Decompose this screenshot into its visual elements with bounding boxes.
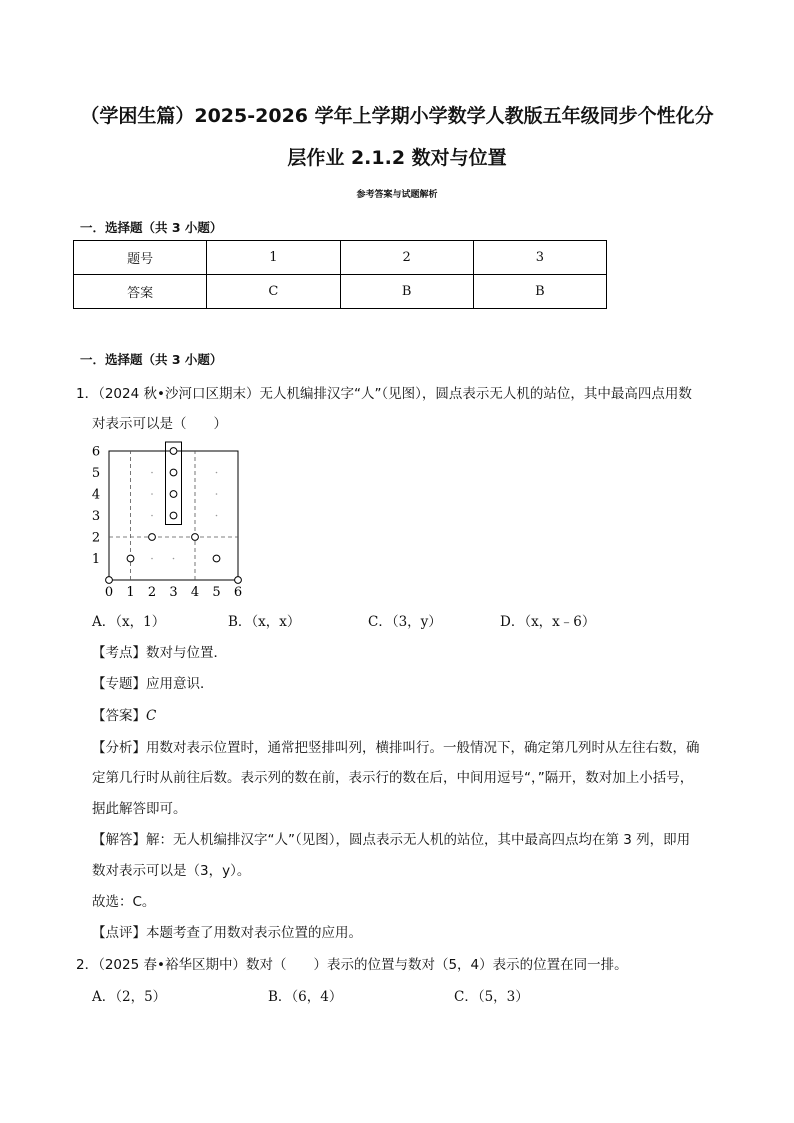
drone-point: [170, 448, 177, 455]
x-tick-label: 5: [212, 585, 221, 600]
y-tick-label: 4: [91, 487, 101, 503]
q2-option-a: A．（2，5）: [92, 989, 167, 1005]
zhuanti-tag: 【专题】: [92, 676, 146, 692]
drone-point: [235, 577, 242, 584]
drone-point: [170, 469, 177, 476]
q1-jieda-line1: [92, 828, 690, 848]
jieda-text: 解：无人机编排汉字“人”（见图），圆点表示无人机的站位，其中最高四点均在第 3 列，即用: [146, 832, 691, 848]
answer-table: [73, 240, 607, 309]
grid-faint-dot: [216, 515, 218, 517]
table-cell: B: [340, 275, 473, 309]
q1-kaodian: [92, 641, 227, 661]
q1-stem-line2: 对表示可以是（ ）: [92, 416, 227, 432]
q1-stem-line1: 1．（2024 秋•沙河口区期末）无人机编排汉字“人”（见图），圆点表示无人机的站位，其中最高四点用数: [76, 386, 692, 402]
q1-option-c: C．（3，y）: [368, 614, 442, 630]
table-cell: B: [473, 275, 606, 309]
q1-fenxi-line3: 据此解答即可。: [92, 801, 187, 817]
x-tick-label: 3: [169, 585, 178, 600]
y-tick-label: 1: [91, 552, 101, 567]
y-tick-label: 3: [91, 509, 101, 524]
q1-option-d: D．（x，x﹣6）: [500, 614, 596, 630]
zhuanti-text: 应用意识．: [146, 676, 214, 692]
grid-faint-dot: [151, 558, 153, 560]
grid-faint-dot: [151, 515, 153, 517]
table-header-cell: 题号: [74, 241, 207, 275]
x-tick-label: 0: [104, 585, 114, 600]
table-cell: 1: [207, 241, 340, 275]
jieda-tag: 【解答】: [92, 832, 146, 848]
table-row: [74, 241, 607, 275]
grid-faint-dot: [216, 493, 218, 495]
table-cell: C: [207, 275, 340, 309]
grid-faint-dot: [173, 558, 175, 560]
grid-faint-dot: [216, 472, 218, 474]
kaodian-text: 数对与位置．: [146, 645, 227, 661]
dianping-tag: 【点评】: [92, 925, 146, 941]
drone-point: [192, 534, 199, 541]
y-tick-label: 2: [91, 530, 101, 546]
fenxi-tag: 【分析】: [92, 740, 146, 756]
daan-tag: 【答案】: [92, 708, 146, 724]
detail-section-heading: 一．选择题（共 3 小题）: [80, 352, 223, 367]
x-tick-label: 4: [190, 585, 200, 600]
x-tick-label: 6: [233, 585, 243, 600]
drone-point: [149, 534, 156, 541]
y-tick-label: 5: [91, 466, 101, 481]
page-subtitle: 参考答案与试题解析: [356, 190, 438, 200]
y-tick-label: 6: [91, 444, 101, 460]
kaodian-tag: 【考点】: [92, 645, 146, 661]
drone-point: [127, 555, 134, 562]
q1-daan: [92, 704, 156, 724]
fenxi-text: 用数对表示位置时，通常把竖排叫列，横排叫行。一般情况下，确定第几列时从左往右数，确: [146, 740, 700, 756]
drone-point: [106, 577, 113, 584]
drone-point: [213, 555, 220, 562]
q1-option-a: A．（x，1）: [92, 614, 166, 630]
q1-guxuan: 故选：C。: [92, 894, 156, 910]
q2-option-b: B．（6，4）: [268, 989, 343, 1005]
daan-text: C: [146, 708, 157, 724]
grid-faint-dot: [151, 493, 153, 495]
page-title-line1: （学困生篇）2025-2026 学年上学期小学数学人教版五年级同步个性化分: [80, 105, 714, 127]
dianping-text: 本题考查了用数对表示位置的应用。: [146, 925, 362, 941]
table-cell: 2: [340, 241, 473, 275]
table-row: [74, 275, 607, 309]
q2-stem: 2．（2025 春•裕华区期中）数对（ ）表示的位置与数对（5，4）表示的位置在同一排。: [76, 957, 628, 973]
drone-point: [170, 491, 177, 498]
page-title-line2: 层作业 2.1.2 数对与位置: [287, 147, 507, 169]
q1-fenxi-line1: [92, 736, 700, 756]
x-tick-label: 2: [147, 585, 157, 600]
grid-faint-dot: [151, 472, 153, 474]
answer-section-heading: 一．选择题（共 3 小题）: [80, 220, 223, 235]
q1-option-b: B．（x，x）: [228, 614, 301, 630]
x-tick-label: 1: [126, 585, 135, 600]
q1-dianping: [92, 921, 362, 941]
coordinate-grid-figure: [90, 440, 250, 600]
table-cell: 3: [473, 241, 606, 275]
q2-option-c: C．（5，3）: [454, 989, 529, 1005]
q1-fenxi-line2: 定第几行时从前往后数。表示列的数在前，表示行的数在后，中间用逗号“，”隔开，数对加上小括号，: [92, 770, 694, 786]
drone-point: [170, 512, 177, 519]
q1-jieda-line2: 数对表示可以是（3，y）。: [92, 863, 251, 879]
q1-zhuanti: [92, 672, 214, 692]
table-header-cell: 答案: [74, 275, 207, 309]
